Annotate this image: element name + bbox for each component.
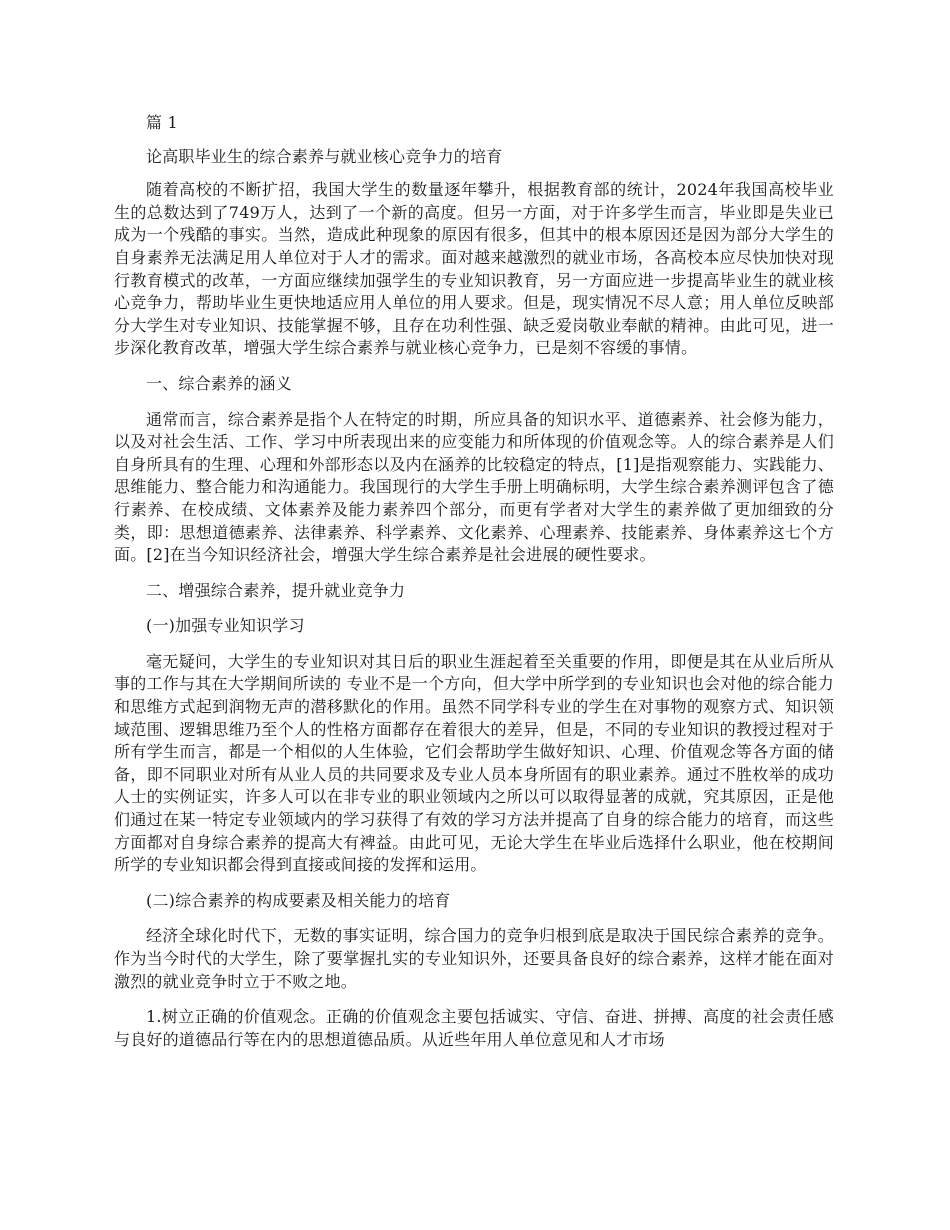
- subsection1-heading: (一)加强专业知识学习: [146, 616, 305, 636]
- subsection1-paragraph: 毫无疑问，大学生的专业知识对其日后的职业生涯起着至关重要的作用，即便是其在从业后所从事的工作与其在大学期间所读的 专业不是一个方向，但大学中所学到的专业知识也会对他的综合能力和思维方式起到润物无声的潜移默化的作用。虽然不同学科专业的学生在对事物的观察方式、知识领域范围、逻辑思维乃至个人的性格方面都存在着很大的差异，但是，不同的专业知识的教授过程对于所有学生而言，都是一个相似的人生体验，它们会帮助学生做好知识、心理、价值观念等各方面的储备，即不同职业对所有从业人员的共同要求及专业人员本身所固有的职业素养。通过不胜枚举的成功人士的实例证实，许多人可以在非专业的职业领域内之所以可以取得显著的成就，究其原因，正是他们通过在某一特定专业领域内的学习获得了有效的学习方法并提高了自身的综合能力的培育，而这些方面都对自身综合素养的提高大有裨益。由此可见，无论大学生在毕业后选择什么职业，他在校期间所学的专业知识都会得到直接或间接的发挥和运用。: [114, 651, 834, 875]
- section1-heading: 一、综合素养的涵义: [146, 373, 292, 393]
- item1-paragraph: 1.树立正确的价值观念。正确的价值观念主要包括诚实、守信、奋进、拼搏、高度的社会责任感与良好的道德品行等在内的思想道德品质。从近些年用人单位意见和人才市场: [114, 1007, 834, 1049]
- subsection2-paragraph: 经济全球化时代下，无数的事实证明，综合国力的竞争归根到底是取决于国民综合素养的竞争。作为当今时代的大学生，除了要掌握扎实的专业知识外，还要具备良好的综合素养，这样才能在面对激烈的就业竞争时立于不败之地。: [114, 926, 834, 991]
- intro-paragraph: 随着高校的不断扩招，我国大学生的数量逐年攀升，根据教育部的统计，2024年我国高校毕业生的总数达到了749万人，达到了一个新的高度。但另一方面，对于许多学生而言，毕业即是失业已成为一个残酷的事实。当然，造成此种现象的原因有很多，但其中的根本原因还是因为部分大学生的自身素养无法满足用人单位对于人才的需求。面对越来越激烈的就业市场，各高校本应尽快加快对现行教育模式的改革，一方面应继续加强学生的专业知识教育，另一方面应进一步提高毕业生的就业核心竞争力，帮助毕业生更快地适应用人单位的用人要求。但是，现实情况不尽人意；用人单位反映部分大学生对专业知识、技能掌握不够，且存在功利性强、缺乏爱岗敬业奉献的精神。由此可见，进一步深化教育改革，增强大学生综合素养与就业核心竞争力，已是刻不容缓的事情。: [114, 180, 834, 358]
- subsection2-heading: (二)综合素养的构成要素及相关能力的培育: [146, 890, 451, 910]
- section1-paragraph: 通常而言，综合素养是指个人在特定的时期，所应具备的知识水平、道德素养、社会修为能力，以及对社会生活、工作、学习中所表现出来的应变能力和所体现的价值观念等。人的综合素养是人们自身所具有的生理、心理和外部形态以及内在涵养的比较稳定的特点，[1]是指观察能力、实践能力、思维能力、整合能力和沟通能力。我国现行的大学生手册上明确标明，大学生综合素养测评包含了德行素养、在校成绩、文体素养及能力素养四个部分，而更有学者对大学生的素养做了更加细致的分类，即：思想道德素养、法律素养、科学素养、文化素养、心理素养、技能素养、身体素养这七个方面。[2]在当今知识经济社会，增强大学生综合素养是社会进展的硬性要求。: [114, 409, 834, 565]
- document-title: 论高职毕业生的综合素养与就业核心竞争力的培育: [146, 146, 503, 166]
- document-page: [114, 112, 834, 1051]
- section2-heading: 二、增强综合素养，提升就业竞争力: [146, 580, 406, 600]
- document-label: 篇 1: [146, 113, 178, 132]
